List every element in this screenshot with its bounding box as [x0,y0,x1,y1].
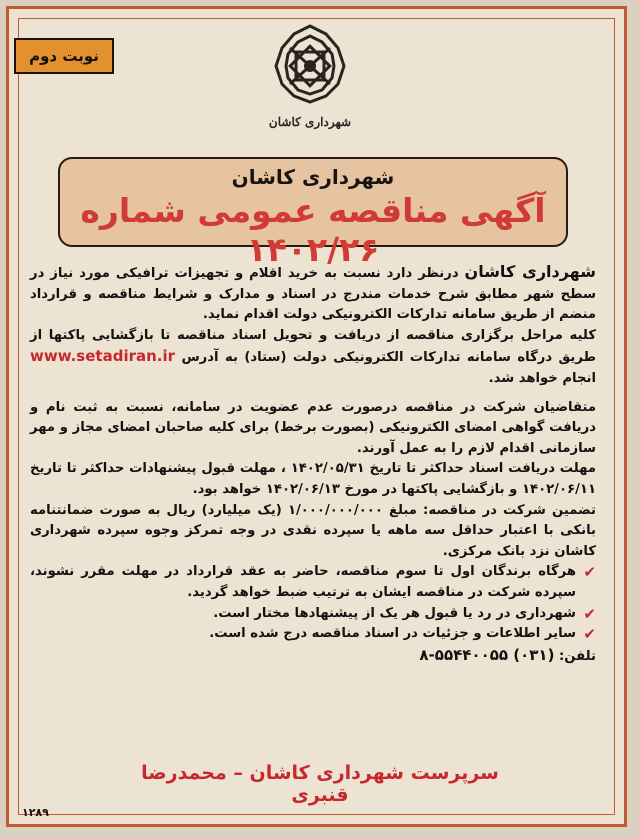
intro-lead: شهرداری کاشان [464,262,596,281]
badge-second-turn: نوبت دوم [14,38,114,74]
paragraph-intro [30,262,596,326]
checkmark-icon: ✔ [583,604,596,623]
municipality-name: شهرداری کاشان [231,165,395,189]
municipality-logo-icon [262,20,358,138]
phone-number: ۸-۵۵۴۴۰۰۵۵ (۰۳۱) [419,645,555,664]
phone-line [30,645,596,668]
process-text: کلیه مراحل برگزاری مناقصه از دریافت و تحویل اسناد مناقصه تا بازگشایی پاکتها از طریق درگاه سامانه تدارکات الکترونیکی دولت (ستاد) به آدرس [30,327,596,366]
paragraph-deadlines: مهلت دریافت اسناد حداکثر تا تاریخ ۱۴۰۲/۰۵/۳۱ ، مهلت قبول پیشنهادات حداکثر تا تاریخ ۱۴۰۲/۰۶/۱۱ و بازگشایی پاکتها در مورخ ۱۴۰۲/۰۶/۱۳ خواهد بود. [30,461,596,497]
paragraph-guarantee: تضمین شرکت در مناقصه: مبلغ ۱/۰۰۰/۰۰۰/۰۰۰ (یک میلیارد) ریال به صورت ضمانتنامه بانکی با اعتبار حداقل سه ماهه یا سپرده نقدی در وجه تمرکز وجوه سپرده شهرداری کاشان نزد بانک مرکزی. [30,502,596,559]
phone-label: تلفن: [554,648,596,664]
list-item: ✔ سایر اطلاعات و جزئیات در اسناد مناقصه درج شده است. [209,625,596,644]
notice-title: آگهی مناقصه عمومی شماره ۱۴۰۲/۲۶ [80,191,546,269]
process-end: انجام خواهد شد. [488,370,596,386]
title-box [58,157,568,269]
footer-number: ۱۲۸۹ [22,806,49,819]
list-item: ✔ شهرداری در رد یا قبول هر یک از پیشنهادها مختار است. [213,604,596,623]
paragraph-registration: متقاضیان شرکت در مناقصه درصورت عدم عضویت در سامانه، نسبت به ثبت نام و دریافت گواهی امضای الکترونیکی (بصورت برخط) برای کلیه صاحبان امضای مجاز و مهر سازمانی اقدام لازم را به عمل آورند. [30,399,596,456]
signature: سرپرست شهرداری کاشان – محمدرضا قنبری [141,762,499,806]
checkmark-icon: ✔ [583,563,596,582]
setad-link[interactable]: www.setadiran.ir [30,347,176,366]
notes-list [30,562,596,644]
paragraph-process [30,326,596,390]
logo-caption: شهرداری کاشان [268,115,352,129]
checkmark-icon: ✔ [583,625,596,644]
list-item: ✔ هرگاه برندگان اول تا سوم مناقصه، حاضر به عقد قرارداد در مهلت مقرر نشوند، سپرده شرکت در مناقصه ایشان به ترتیب ضبط خواهد گردید. [30,563,596,600]
intro-rest: درنظر دارد نسبت به خرید اقلام و تجهیزات ترافیکی مورد نیاز در سطح شهر مطابق شرح خدمات مندرج در اسناد و مدارک و شرایط مناقصه و قرارداد منضم از طریق سامانه تدارکات الکترونیکی دولت اقدام نماید. [30,266,596,323]
notice-body [30,262,596,667]
